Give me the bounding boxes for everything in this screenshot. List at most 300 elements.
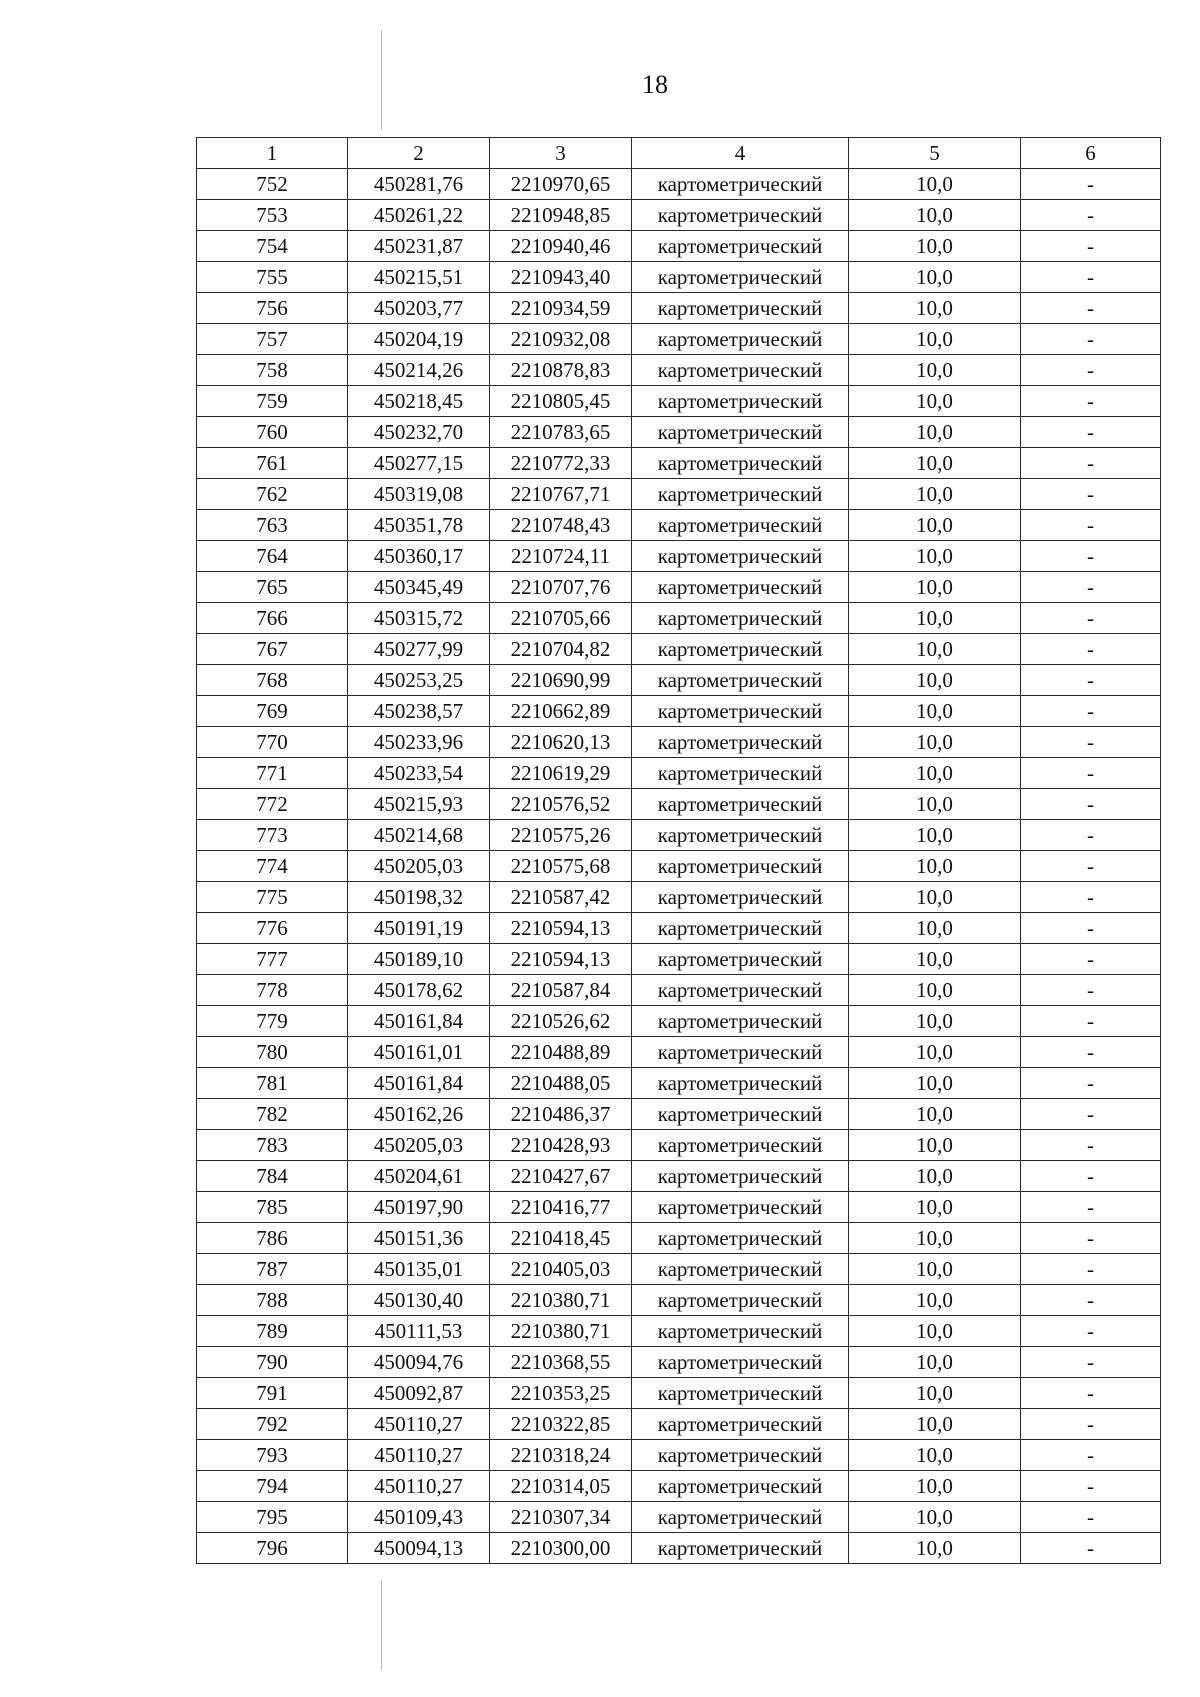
x-coordinate-cell: 450360,17 (348, 541, 490, 572)
x-coordinate-cell: 450205,03 (348, 1130, 490, 1161)
accuracy-cell: 10,0 (849, 1316, 1021, 1347)
description-cell: - (1021, 1130, 1161, 1161)
accuracy-cell: 10,0 (849, 541, 1021, 572)
method-cell: картометрический (632, 386, 849, 417)
description-cell: - (1021, 169, 1161, 200)
point-number-cell: 761 (197, 448, 348, 479)
point-number-cell: 771 (197, 758, 348, 789)
description-cell: - (1021, 789, 1161, 820)
point-number-cell: 752 (197, 169, 348, 200)
table-row (197, 1502, 1161, 1533)
point-number-cell: 753 (197, 200, 348, 231)
description-cell: - (1021, 1068, 1161, 1099)
x-coordinate-cell: 450094,76 (348, 1347, 490, 1378)
accuracy-cell: 10,0 (849, 665, 1021, 696)
point-number-cell: 794 (197, 1471, 348, 1502)
y-coordinate-cell: 2210380,71 (490, 1285, 632, 1316)
method-cell: картометрический (632, 1192, 849, 1223)
method-cell: картометрический (632, 448, 849, 479)
description-cell: - (1021, 758, 1161, 789)
description-cell: - (1021, 665, 1161, 696)
description-cell: - (1021, 200, 1161, 231)
table-row (197, 727, 1161, 758)
description-cell: - (1021, 1099, 1161, 1130)
description-cell: - (1021, 479, 1161, 510)
method-cell: картометрический (632, 1533, 849, 1564)
x-coordinate-cell: 450215,51 (348, 262, 490, 293)
x-coordinate-cell: 450130,40 (348, 1285, 490, 1316)
accuracy-cell: 10,0 (849, 758, 1021, 789)
x-coordinate-cell: 450218,45 (348, 386, 490, 417)
point-number-cell: 779 (197, 1006, 348, 1037)
x-coordinate-cell: 450345,49 (348, 572, 490, 603)
description-cell: - (1021, 1223, 1161, 1254)
y-coordinate-cell: 2210707,76 (490, 572, 632, 603)
accuracy-cell: 10,0 (849, 479, 1021, 510)
x-coordinate-cell: 450161,84 (348, 1068, 490, 1099)
description-cell: - (1021, 510, 1161, 541)
table-row (197, 1409, 1161, 1440)
table-row (197, 944, 1161, 975)
x-coordinate-cell: 450110,27 (348, 1409, 490, 1440)
x-coordinate-cell: 450151,36 (348, 1223, 490, 1254)
point-number-cell: 765 (197, 572, 348, 603)
point-number-cell: 786 (197, 1223, 348, 1254)
point-number-cell: 789 (197, 1316, 348, 1347)
description-cell: - (1021, 1347, 1161, 1378)
accuracy-cell: 10,0 (849, 572, 1021, 603)
table-row (197, 541, 1161, 572)
accuracy-cell: 10,0 (849, 510, 1021, 541)
description-cell: - (1021, 851, 1161, 882)
y-coordinate-cell: 2210416,77 (490, 1192, 632, 1223)
table-row (197, 820, 1161, 851)
description-cell: - (1021, 1006, 1161, 1037)
method-cell: картометрический (632, 1037, 849, 1068)
point-number-cell: 764 (197, 541, 348, 572)
accuracy-cell: 10,0 (849, 231, 1021, 262)
y-coordinate-cell: 2210943,40 (490, 262, 632, 293)
description-cell: - (1021, 1471, 1161, 1502)
x-coordinate-cell: 450214,68 (348, 820, 490, 851)
description-cell: - (1021, 1409, 1161, 1440)
y-coordinate-cell: 2210300,00 (490, 1533, 632, 1564)
description-cell: - (1021, 820, 1161, 851)
table-row (197, 603, 1161, 634)
point-number-cell: 778 (197, 975, 348, 1006)
accuracy-cell: 10,0 (849, 262, 1021, 293)
table-row (197, 510, 1161, 541)
method-cell: картометрический (632, 1006, 849, 1037)
y-coordinate-cell: 2210805,45 (490, 386, 632, 417)
header-cell-2: 2 (348, 138, 490, 169)
x-coordinate-cell: 450189,10 (348, 944, 490, 975)
accuracy-cell: 10,0 (849, 882, 1021, 913)
point-number-cell: 783 (197, 1130, 348, 1161)
table-body (197, 169, 1161, 1564)
y-coordinate-cell: 2210427,67 (490, 1161, 632, 1192)
description-cell: - (1021, 1254, 1161, 1285)
point-number-cell: 777 (197, 944, 348, 975)
method-cell: картометрический (632, 1471, 849, 1502)
point-number-cell: 769 (197, 696, 348, 727)
method-cell: картометрический (632, 1378, 849, 1409)
accuracy-cell: 10,0 (849, 1037, 1021, 1068)
x-coordinate-cell: 450197,90 (348, 1192, 490, 1223)
table-header (197, 138, 1161, 169)
point-number-cell: 787 (197, 1254, 348, 1285)
method-cell: картометрический (632, 541, 849, 572)
description-cell: - (1021, 417, 1161, 448)
accuracy-cell: 10,0 (849, 1254, 1021, 1285)
x-coordinate-cell: 450315,72 (348, 603, 490, 634)
table-row (197, 417, 1161, 448)
x-coordinate-cell: 450214,26 (348, 355, 490, 386)
accuracy-cell: 10,0 (849, 169, 1021, 200)
x-coordinate-cell: 450135,01 (348, 1254, 490, 1285)
method-cell: картометрический (632, 820, 849, 851)
y-coordinate-cell: 2210488,89 (490, 1037, 632, 1068)
description-cell: - (1021, 913, 1161, 944)
description-cell: - (1021, 1316, 1161, 1347)
header-cell-1: 1 (197, 138, 348, 169)
y-coordinate-cell: 2210620,13 (490, 727, 632, 758)
page-number: 18 (642, 70, 668, 99)
table-row (197, 1378, 1161, 1409)
description-cell: - (1021, 1192, 1161, 1223)
method-cell: картометрический (632, 727, 849, 758)
method-cell: картометрический (632, 1130, 849, 1161)
accuracy-cell: 10,0 (849, 1130, 1021, 1161)
method-cell: картометрический (632, 665, 849, 696)
x-coordinate-cell: 450198,32 (348, 882, 490, 913)
table-row (197, 572, 1161, 603)
table-row (197, 1192, 1161, 1223)
accuracy-cell: 10,0 (849, 820, 1021, 851)
x-coordinate-cell: 450253,25 (348, 665, 490, 696)
method-cell: картометрический (632, 913, 849, 944)
method-cell: картометрический (632, 200, 849, 231)
y-coordinate-cell: 2210619,29 (490, 758, 632, 789)
x-coordinate-cell: 450351,78 (348, 510, 490, 541)
point-number-cell: 793 (197, 1440, 348, 1471)
accuracy-cell: 10,0 (849, 417, 1021, 448)
description-cell: - (1021, 975, 1161, 1006)
table-row (197, 386, 1161, 417)
table-row (197, 1254, 1161, 1285)
point-number-cell: 755 (197, 262, 348, 293)
table-row (197, 634, 1161, 665)
point-number-cell: 772 (197, 789, 348, 820)
y-coordinate-cell: 2210662,89 (490, 696, 632, 727)
description-cell: - (1021, 634, 1161, 665)
table-row (197, 1440, 1161, 1471)
accuracy-cell: 10,0 (849, 355, 1021, 386)
method-cell: картометрический (632, 1409, 849, 1440)
point-number-cell: 766 (197, 603, 348, 634)
table-row (197, 1285, 1161, 1316)
description-cell: - (1021, 262, 1161, 293)
method-cell: картометрический (632, 789, 849, 820)
y-coordinate-cell: 2210587,42 (490, 882, 632, 913)
point-number-cell: 780 (197, 1037, 348, 1068)
y-coordinate-cell: 2210380,71 (490, 1316, 632, 1347)
table-row (197, 1347, 1161, 1378)
description-cell: - (1021, 1378, 1161, 1409)
method-cell: картометрический (632, 1440, 849, 1471)
accuracy-cell: 10,0 (849, 1223, 1021, 1254)
x-coordinate-cell: 450161,84 (348, 1006, 490, 1037)
y-coordinate-cell: 2210353,25 (490, 1378, 632, 1409)
description-cell: - (1021, 355, 1161, 386)
method-cell: картометрический (632, 851, 849, 882)
y-coordinate-cell: 2210575,26 (490, 820, 632, 851)
x-coordinate-cell: 450205,03 (348, 851, 490, 882)
accuracy-cell: 10,0 (849, 913, 1021, 944)
description-cell: - (1021, 696, 1161, 727)
point-number-cell: 782 (197, 1099, 348, 1130)
method-cell: картометрический (632, 696, 849, 727)
point-number-cell: 792 (197, 1409, 348, 1440)
x-coordinate-cell: 450092,87 (348, 1378, 490, 1409)
description-cell: - (1021, 448, 1161, 479)
point-number-cell: 776 (197, 913, 348, 944)
table-row (197, 1533, 1161, 1564)
table-row (197, 1006, 1161, 1037)
x-coordinate-cell: 450281,76 (348, 169, 490, 200)
header-cell-4: 4 (632, 138, 849, 169)
description-cell: - (1021, 324, 1161, 355)
table-row (197, 1130, 1161, 1161)
accuracy-cell: 10,0 (849, 1192, 1021, 1223)
description-cell: - (1021, 386, 1161, 417)
description-cell: - (1021, 1440, 1161, 1471)
x-coordinate-cell: 450094,13 (348, 1533, 490, 1564)
accuracy-cell: 10,0 (849, 1285, 1021, 1316)
description-cell: - (1021, 1285, 1161, 1316)
point-number-cell: 781 (197, 1068, 348, 1099)
y-coordinate-cell: 2210405,03 (490, 1254, 632, 1285)
description-cell: - (1021, 1533, 1161, 1564)
accuracy-cell: 10,0 (849, 1006, 1021, 1037)
x-coordinate-cell: 450110,27 (348, 1440, 490, 1471)
point-number-cell: 775 (197, 882, 348, 913)
y-coordinate-cell: 2210322,85 (490, 1409, 632, 1440)
table-row (197, 665, 1161, 696)
method-cell: картометрический (632, 479, 849, 510)
description-cell: - (1021, 293, 1161, 324)
point-number-cell: 756 (197, 293, 348, 324)
accuracy-cell: 10,0 (849, 1440, 1021, 1471)
x-coordinate-cell: 450110,27 (348, 1471, 490, 1502)
table-row (197, 975, 1161, 1006)
description-cell: - (1021, 1161, 1161, 1192)
method-cell: картометрический (632, 634, 849, 665)
y-coordinate-cell: 2210690,99 (490, 665, 632, 696)
method-cell: картометрический (632, 572, 849, 603)
point-number-cell: 760 (197, 417, 348, 448)
header-cell-5: 5 (849, 138, 1021, 169)
x-coordinate-cell: 450203,77 (348, 293, 490, 324)
table-row (197, 1099, 1161, 1130)
table-row (197, 169, 1161, 200)
point-number-cell: 754 (197, 231, 348, 262)
accuracy-cell: 10,0 (849, 851, 1021, 882)
table-row (197, 200, 1161, 231)
table-row (197, 262, 1161, 293)
x-coordinate-cell: 450191,19 (348, 913, 490, 944)
y-coordinate-cell: 2210767,71 (490, 479, 632, 510)
x-coordinate-cell: 450261,22 (348, 200, 490, 231)
point-number-cell: 762 (197, 479, 348, 510)
y-coordinate-cell: 2210772,33 (490, 448, 632, 479)
method-cell: картометрический (632, 1099, 849, 1130)
point-number-cell: 795 (197, 1502, 348, 1533)
y-coordinate-cell: 2210314,05 (490, 1471, 632, 1502)
accuracy-cell: 10,0 (849, 1378, 1021, 1409)
header-row (197, 138, 1161, 169)
point-number-cell: 767 (197, 634, 348, 665)
header-cell-3: 3 (490, 138, 632, 169)
accuracy-cell: 10,0 (849, 200, 1021, 231)
table-row (197, 1068, 1161, 1099)
point-number-cell: 770 (197, 727, 348, 758)
y-coordinate-cell: 2210748,43 (490, 510, 632, 541)
table-row (197, 479, 1161, 510)
table-row (197, 355, 1161, 386)
x-coordinate-cell: 450277,99 (348, 634, 490, 665)
point-number-cell: 784 (197, 1161, 348, 1192)
x-coordinate-cell: 450178,62 (348, 975, 490, 1006)
table-row (197, 913, 1161, 944)
x-coordinate-cell: 450238,57 (348, 696, 490, 727)
x-coordinate-cell: 450231,87 (348, 231, 490, 262)
accuracy-cell: 10,0 (849, 634, 1021, 665)
description-cell: - (1021, 231, 1161, 262)
accuracy-cell: 10,0 (849, 603, 1021, 634)
point-number-cell: 791 (197, 1378, 348, 1409)
method-cell: картометрический (632, 944, 849, 975)
description-cell: - (1021, 727, 1161, 758)
method-cell: картометрический (632, 603, 849, 634)
description-cell: - (1021, 944, 1161, 975)
y-coordinate-cell: 2210486,37 (490, 1099, 632, 1130)
method-cell: картометрический (632, 1161, 849, 1192)
method-cell: картометрический (632, 1347, 849, 1378)
accuracy-cell: 10,0 (849, 1161, 1021, 1192)
y-coordinate-cell: 2210488,05 (490, 1068, 632, 1099)
x-coordinate-cell: 450233,54 (348, 758, 490, 789)
table-row (197, 758, 1161, 789)
x-coordinate-cell: 450161,01 (348, 1037, 490, 1068)
x-coordinate-cell: 450204,19 (348, 324, 490, 355)
table-row (197, 448, 1161, 479)
point-number-cell: 768 (197, 665, 348, 696)
accuracy-cell: 10,0 (849, 1347, 1021, 1378)
method-cell: картометрический (632, 1316, 849, 1347)
method-cell: картометрический (632, 169, 849, 200)
y-coordinate-cell: 2210934,59 (490, 293, 632, 324)
y-coordinate-cell: 2210594,13 (490, 944, 632, 975)
point-number-cell: 796 (197, 1533, 348, 1564)
method-cell: картометрический (632, 510, 849, 541)
x-coordinate-cell: 450277,15 (348, 448, 490, 479)
x-coordinate-cell: 450162,26 (348, 1099, 490, 1130)
point-number-cell: 758 (197, 355, 348, 386)
accuracy-cell: 10,0 (849, 789, 1021, 820)
method-cell: картометрический (632, 882, 849, 913)
point-number-cell: 788 (197, 1285, 348, 1316)
y-coordinate-cell: 2210318,24 (490, 1440, 632, 1471)
description-cell: - (1021, 1037, 1161, 1068)
scan-artifact-bottom (381, 1580, 382, 1670)
y-coordinate-cell: 2210704,82 (490, 634, 632, 665)
accuracy-cell: 10,0 (849, 1068, 1021, 1099)
method-cell: картометрический (632, 1223, 849, 1254)
accuracy-cell: 10,0 (849, 386, 1021, 417)
x-coordinate-cell: 450233,96 (348, 727, 490, 758)
y-coordinate-cell: 2210948,85 (490, 200, 632, 231)
y-coordinate-cell: 2210307,34 (490, 1502, 632, 1533)
method-cell: картометрический (632, 1285, 849, 1316)
method-cell: картометрический (632, 293, 849, 324)
accuracy-cell: 10,0 (849, 1099, 1021, 1130)
x-coordinate-cell: 450215,93 (348, 789, 490, 820)
y-coordinate-cell: 2210724,11 (490, 541, 632, 572)
table-row (197, 231, 1161, 262)
accuracy-cell: 10,0 (849, 727, 1021, 758)
accuracy-cell: 10,0 (849, 324, 1021, 355)
x-coordinate-cell: 450232,70 (348, 417, 490, 448)
method-cell: картометрический (632, 758, 849, 789)
accuracy-cell: 10,0 (849, 1471, 1021, 1502)
y-coordinate-cell: 2210368,55 (490, 1347, 632, 1378)
y-coordinate-cell: 2210594,13 (490, 913, 632, 944)
y-coordinate-cell: 2210705,66 (490, 603, 632, 634)
y-coordinate-cell: 2210587,84 (490, 975, 632, 1006)
accuracy-cell: 10,0 (849, 293, 1021, 324)
method-cell: картометрический (632, 355, 849, 386)
table-row (197, 851, 1161, 882)
accuracy-cell: 10,0 (849, 448, 1021, 479)
point-number-cell: 774 (197, 851, 348, 882)
method-cell: картометрический (632, 262, 849, 293)
y-coordinate-cell: 2210970,65 (490, 169, 632, 200)
description-cell: - (1021, 541, 1161, 572)
method-cell: картометрический (632, 324, 849, 355)
method-cell: картометрический (632, 975, 849, 1006)
accuracy-cell: 10,0 (849, 1533, 1021, 1564)
accuracy-cell: 10,0 (849, 944, 1021, 975)
point-number-cell: 757 (197, 324, 348, 355)
y-coordinate-cell: 2210878,83 (490, 355, 632, 386)
table-row (197, 1037, 1161, 1068)
table-row (197, 324, 1161, 355)
description-cell: - (1021, 1502, 1161, 1533)
accuracy-cell: 10,0 (849, 1502, 1021, 1533)
description-cell: - (1021, 882, 1161, 913)
accuracy-cell: 10,0 (849, 696, 1021, 727)
y-coordinate-cell: 2210932,08 (490, 324, 632, 355)
y-coordinate-cell: 2210428,93 (490, 1130, 632, 1161)
coordinates-table (196, 137, 1161, 1564)
y-coordinate-cell: 2210576,52 (490, 789, 632, 820)
y-coordinate-cell: 2210526,62 (490, 1006, 632, 1037)
table-row (197, 789, 1161, 820)
point-number-cell: 773 (197, 820, 348, 851)
x-coordinate-cell: 450111,53 (348, 1316, 490, 1347)
table-row (197, 882, 1161, 913)
